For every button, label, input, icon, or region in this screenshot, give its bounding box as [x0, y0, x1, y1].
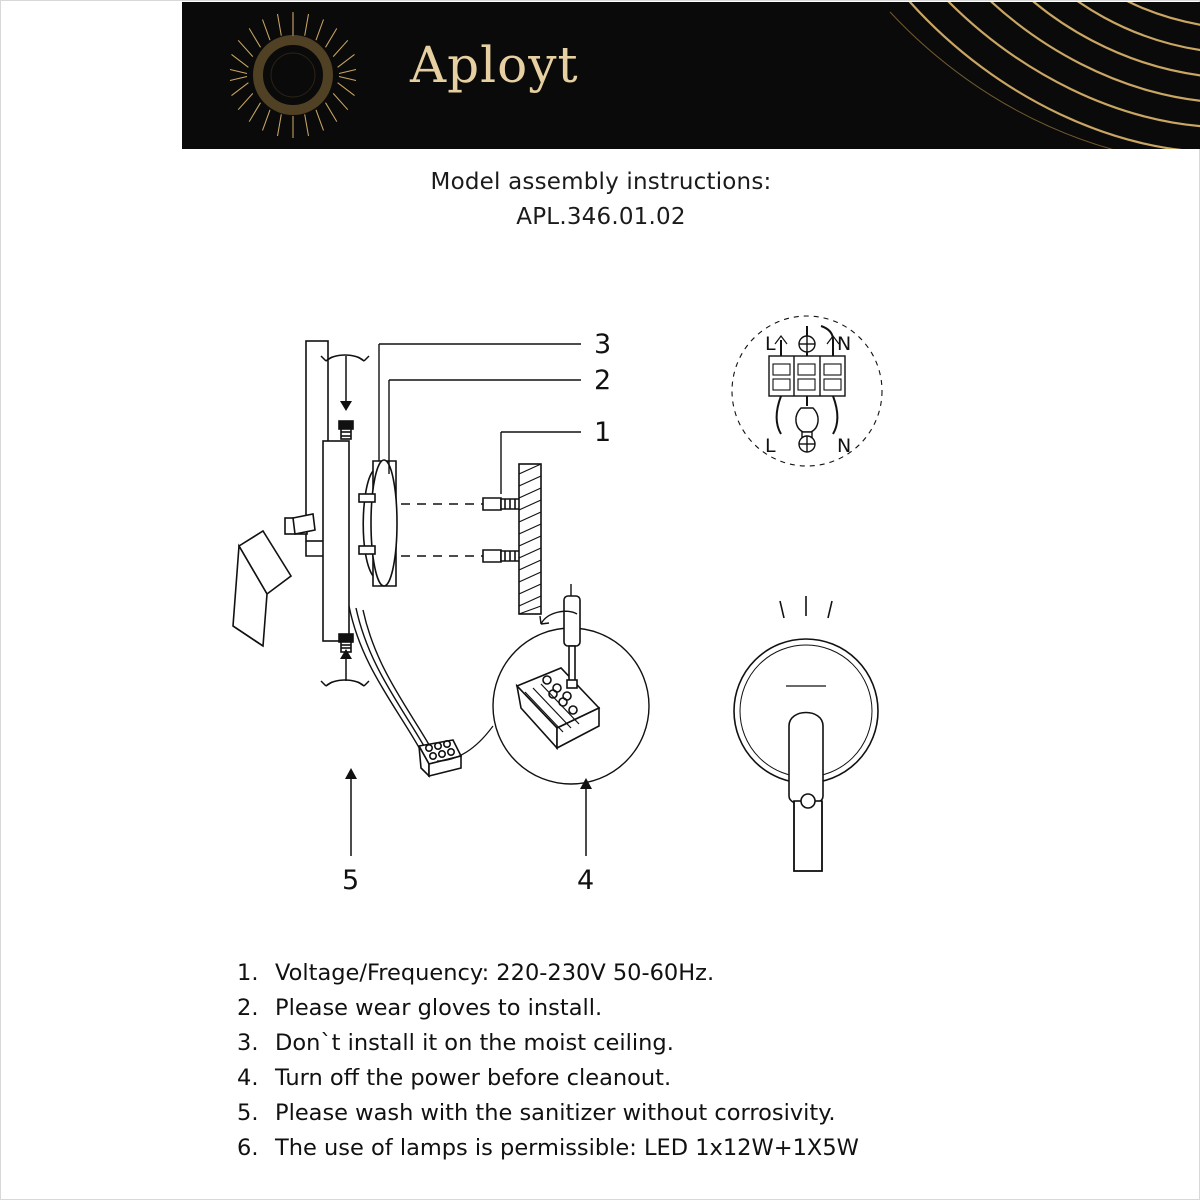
terminal-label-l-top: L — [765, 333, 776, 355]
note-text: Please wear gloves to install. — [275, 995, 603, 1021]
page-title — [1, 169, 1200, 230]
terminal-label-n-top: N — [837, 333, 852, 355]
callout-2: 2 — [594, 365, 612, 396]
note-text: Don`t install it on the moist ceiling. — [275, 1030, 674, 1056]
list-item — [237, 1096, 1137, 1131]
note-number: 4. — [237, 1065, 259, 1091]
note-number: 5. — [237, 1100, 259, 1126]
assembly-diagram — [1, 256, 1200, 926]
list-item — [237, 956, 1137, 991]
note-text: Please wash with the sanitizer without corrosivity. — [275, 1100, 836, 1126]
callout-5: 5 — [342, 865, 360, 896]
fan-rays-icon — [790, 2, 1200, 149]
brand-wordmark: Aployt — [410, 36, 579, 94]
model-code: APL.346.01.02 — [516, 204, 686, 230]
instructions-label: Model assembly instructions: — [430, 169, 772, 195]
callout-4: 4 — [577, 865, 595, 896]
note-text: Voltage/Frequency: 220-230V 50-60Hz. — [275, 960, 715, 986]
note-number: 6. — [237, 1135, 259, 1161]
safety-notes-list — [237, 956, 1137, 1166]
list-item — [237, 1131, 1137, 1166]
list-item — [237, 991, 1137, 1026]
note-number: 3. — [237, 1030, 259, 1056]
note-number: 1. — [237, 960, 259, 986]
sunburst-icon — [228, 10, 358, 140]
terminal-label-n-bottom: N — [837, 435, 852, 457]
brand-banner — [182, 2, 1200, 149]
note-number: 2. — [237, 995, 259, 1021]
callout-3: 3 — [594, 329, 612, 360]
note-text: The use of lamps is permissible: LED 1x12W+1X5W — [275, 1135, 859, 1161]
list-item — [237, 1061, 1137, 1096]
callout-1: 1 — [594, 417, 612, 448]
note-text: Turn off the power before cleanout. — [275, 1065, 672, 1091]
list-item — [237, 1026, 1137, 1061]
terminal-label-l-bottom: L — [765, 435, 776, 457]
